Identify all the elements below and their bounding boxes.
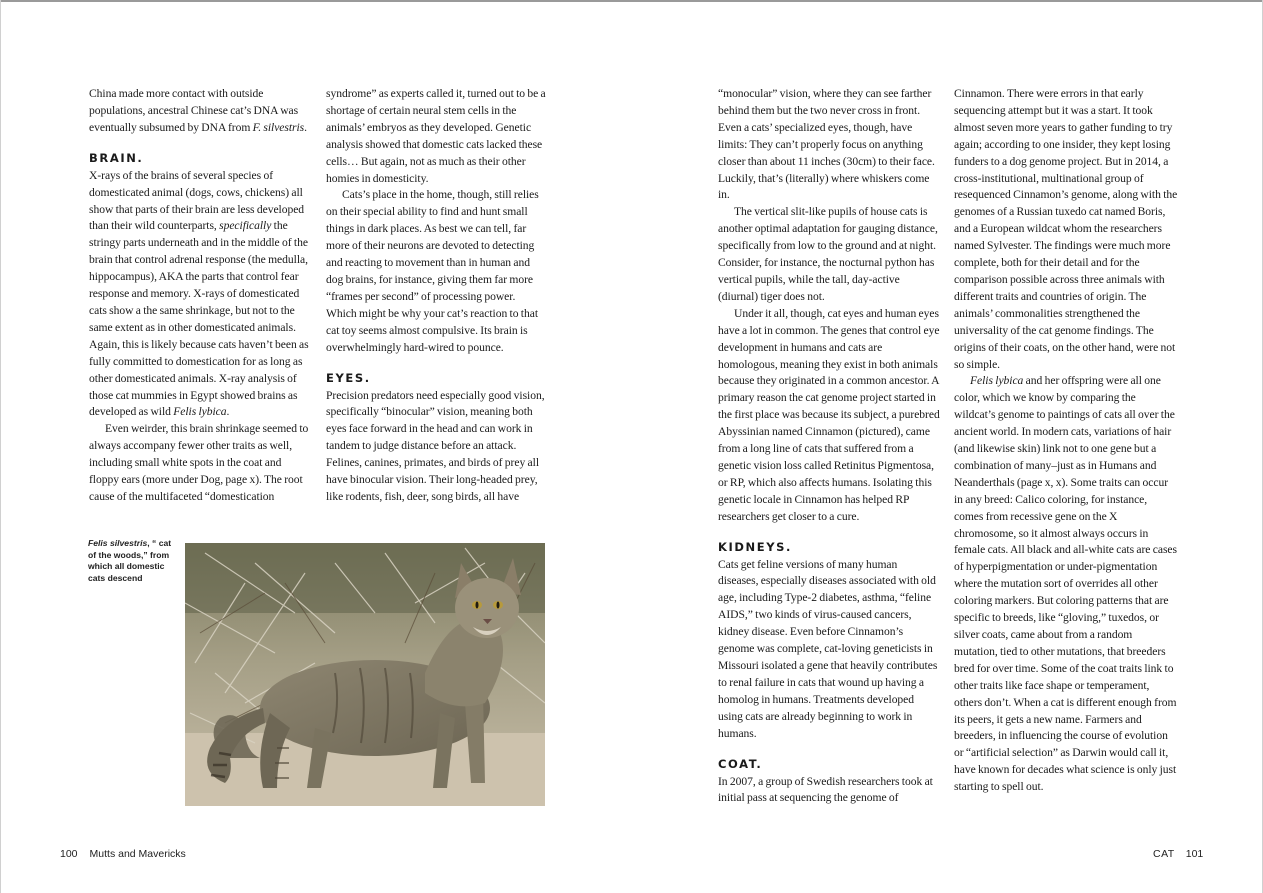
photo-caption: Felis silvestris, “ cat of the woods,” from which all domestic cats descend xyxy=(88,538,172,583)
left-page-column-2 xyxy=(326,86,548,506)
eyes-paragraph-1: Precision predators need especially good vision, specifically “binocular” vision, meaning both eyes face forward in the head and can work in tandem to judge distance before an attack. Felines, canines, primates, and birds of prey all have binocular vision. Their long-headed prey, like rodents, fish, deer, song birds, all have xyxy=(326,388,545,503)
eyes-paragraph-2: “monocular” vision, where they can see farther behind them but the two never cross in front. Even a cats’ specialized eyes, though, have limits: They can’t properly focus on anything closer than about 11 inches (30cm) to their face. Luckily, that’s (literally) where whiskers come in. xyxy=(718,87,935,202)
page-number-left: 100 xyxy=(60,848,78,860)
chapter-title: CAT xyxy=(1153,848,1175,860)
coat-paragraph-1: In 2007, a group of Swedish researchers took at initial pass at sequencing the genome of xyxy=(718,774,933,805)
right-page-column-2 xyxy=(954,86,1178,796)
left-edge xyxy=(0,0,1,893)
eyes-paragraph-3: The vertical slit-like pupils of house cats is another optimal adaptation for gauging distance, specifically from low to the ground and at night. Consider, for instance, the nocturnal python has vertical pupils, while the tall, day-active (diurnal) tiger does not. xyxy=(718,205,938,303)
coat-paragraph-2: Cinnamon. There were errors in that early sequencing attempt but it was a start. It took almost seven more years to gather funding to try again; according to one insider, they kept losing funders to a dog genome project. But in 2014, a cross-institutional, multinational group of resequenced Cinnamon’s genome, along with the genomes of a Russian tuxedo cat named Boris, and a European wildcat whom the researchers named Sylvester. The findings were much more complete, both for their detail and for the comparison possible across three animals with different traits and countries of origin. The animals’ commonalities strengthened the universality of the cat genome findings. The origins of their coats, on the other hand, were not so simple. xyxy=(954,87,1178,371)
page-number-right: 101 xyxy=(1185,848,1204,860)
intro-paragraph: China made more contact with outside populations, ancestral Chinese cat’s DNA was eventually subsumed by DNA from F. silvestris. xyxy=(89,87,307,134)
top-rule xyxy=(0,0,1263,2)
heading-eyes: EYES. xyxy=(326,370,371,385)
heading-coat: COAT. xyxy=(718,756,763,771)
right-page-column-1 xyxy=(718,86,940,807)
book-title: Mutts and Mavericks xyxy=(89,848,186,860)
eyes-paragraph-4: Under it all, though, cat eyes and human eyes have a lot in common. The genes that control eye development in humans and cats are homologous, meaning they exist in both animals because they originated in a common ancestor. A primary reason the cat genome project started in the first place was because its subject, a purebred Abyssinian named Cinnamon (pictured), came from a long line of cats that suffered from a genetic vision loss called Retinitus Pigmentosa, or RP, which also affects humans. Isolating this genetic locale in Cinnamon has helped RP researchers get closer to a cure. xyxy=(718,306,940,523)
left-folio xyxy=(60,848,186,860)
brain-paragraph-2: Even weirder, this brain shrinkage seemed to always accompany fewer other traits as well, including small white spots in the coat and floppy ears (more under Dog, page x). The root cause of the multifaceted “domestication xyxy=(89,422,309,503)
brain-paragraph-4: Cats’s place in the home, though, still relies on their special ability to find and hunt small things in dark places. As best we can tell, far more of their neurons are devoted to detecting and reacting to movement than in human and dog brains, for instance, giving them far more “frames per second” of processing power. Which might be why your cat’s reaction to that cat toy seems almost compulsive. Its brain is overwhelmingly hard-wired to pounce. xyxy=(326,188,539,354)
heading-brain: BRAIN. xyxy=(89,150,144,165)
left-page-column-1 xyxy=(89,86,311,506)
kidneys-paragraph-1: Cats get feline versions of many human diseases, especially diseases associated with old age, including Type-2 diabetes, asthma, “feline AIDS,” two kinds of virus-caused cancers, kidney disease. Even before Cinnamon’s genome was complete, cat-loving geneticists in Missouri isolated a gene that heavily contributes to renal failure in cats that wound up having a homolog in humans. Treatments developed using cats are already beginning to work in humans. xyxy=(718,557,938,740)
coat-paragraph-3: Felis lybica and her offspring were all one color, which we know by comparing the wildcat’s genome to paintings of cats all over the ancient world. In modern cats, variations of hair (and likewise skin) link not to one gene but a combination of many–just as in Humans and Neanderthals (page x, x). Some traits can occur in any breed: Calico coloring, for instance, comes from recessive gene on the X chromosome, so it almost always occurs in female cats. All black and all-white cats are cases of hyperpigmentation or under-pigmentation where the mutation sort of overrides all other coloring markers. But coloring patterns that are specific to breeds, like “gloving,” tuxedos, or silver coats, came about from a random mutation, tied to other mutations, that breeders bred for over time. Some of the coat traits link to other traits like face shape or temperament, others don’t. When a cat is different enough from its peers, it gets a new name. Farmers and breeders, in influencing the course of evolution or “artificial selection” as Darwin would call it, have known for decades what science is only just starting to spell out. xyxy=(954,374,1177,794)
brain-paragraph-3: syndrome” as experts called it, turned out to be a shortage of certain neural stem cells in the animals’ embryos as they developed. Genetic analysis showed that domestic cats lacked these cells… But again, not as much as their other homies in domesticity. xyxy=(326,87,546,185)
right-folio xyxy=(1153,848,1203,860)
wildcat-photo xyxy=(185,543,545,806)
brain-paragraph-1: X-rays of the brains of several species of domesticated animal (dogs, cows, chickens) all show that parts of their brain are less developed than their wild counterparts, specifically the stringy parts underneath and in the middle of the brain that control adrenal response (the medulla, hippocampus), AKA the parts that control fear response and memory. X-rays of domesticated cats show a the same shrinkage, but not to the same extent as in other domesticated animals. Again, this is likely because cats haven’t been as fully committed to domestication for as long as other domesticated animals. X-ray analysis of those cat mummies in Egypt showed brains as developed as wild Felis lybica. xyxy=(89,168,309,419)
heading-kidneys: KIDNEYS. xyxy=(718,539,792,554)
